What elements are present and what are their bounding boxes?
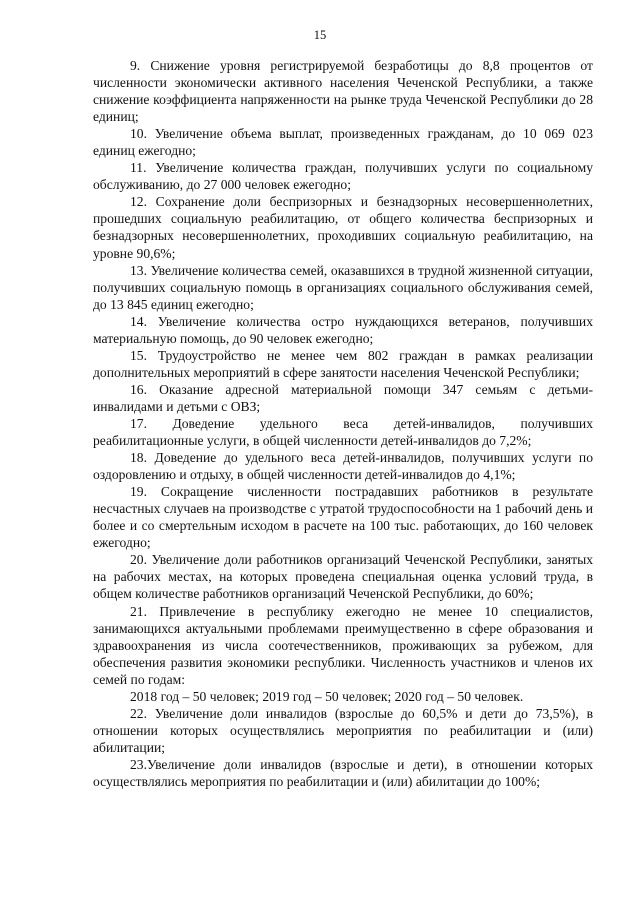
paragraph-years: 2018 год – 50 человек; 2019 год – 50 человек; 2020 год – 50 человек. (130, 688, 524, 704)
paragraph-item-11: 11. Увеличение количества граждан, получивших услуги по социальному обслуживанию, до 27 000 человек ежегодно; (93, 160, 593, 193)
paragraph-item-13: 13. Увеличение количества семей, оказавшихся в трудной жизненной ситуации, получивших социальную помощь в организациях социального обслуживания семей, до 13 845 единиц ежегодно; (93, 262, 593, 312)
paragraph-item-12: 12. Сохранение доли беспризорных и безнадзорных несовершеннолетних, прошедших социальную реабилитацию, от общего количества беспризорных и безнадзорных несовершеннолетних, проходивших социальную реабилитацию, на уровне 90,6%; (93, 194, 593, 261)
paragraph-item-14: 14. Увеличение количества остро нуждающихся ветеранов, получивших материальную помощь, до 90 человек ежегодно; (93, 313, 593, 346)
paragraph-item-9: 9. Снижение уровня регистрируемой безработицы до 8,8 процентов от численности экономически активного населения Чеченской Республики, а также снижение коэффициента напряженности на рынке труда Чеченской Республики до 28 единиц; (93, 58, 593, 125)
paragraph-item-15: 15. Трудоустройство не менее чем 802 граждан в рамках реализации дополнительных мероприятий в сфере занятости населения Чеченской Республики; (93, 347, 593, 380)
paragraph-item-23: 23.Увеличение доли инвалидов (взрослые и дети), в отношении которых осуществлялись мероприятия по реабилитации и (или) абилитации до 100%; (93, 756, 593, 789)
paragraph-item-18: 18. Доведение до удельного веса детей-инвалидов, получивших услуги по оздоровлению и отдыху, в общей численности детей-инвалидов до 4,1%; (93, 450, 593, 483)
paragraph-item-22: 22. Увеличение доли инвалидов (взрослые до 60,5% и дети до 73,5%), в отношении которых осуществлялись мероприятия по реабилитации и (или) абилитации; (93, 705, 593, 755)
paragraph-item-17: 17. Доведение удельного веса детей-инвалидов, получивших реабилитационные услуги, в общей численности детей-инвалидов до 7,2%; (93, 415, 593, 449)
document-body (93, 57, 593, 790)
paragraph-item-19: 19. Сокращение численности пострадавших работников в результате несчастных случаев на производстве с утратой трудоспособности на 1 рабочий день и более и со смертельным исходом в расчете на 100 тыс. работающих, до 160 человек ежегодно; (93, 484, 593, 551)
paragraph-item-10: 10. Увеличение объема выплат, произведенных гражданам, до 10 069 023 единиц ежегодно; (93, 126, 593, 159)
page-number: 15 (313, 28, 327, 42)
paragraph-item-21: 21. Привлечение в республику ежегодно не менее 10 специалистов, занимающихся актуальными проблемами преимущественно в сфере образования и здравоохранения из числа соотечественников, проживающих за рубежом, для обеспечения развития экономики республики. Численность участников и членов их семей по годам: (93, 603, 593, 687)
paragraph-item-20: 20. Увеличение доли работников организаций Чеченской Республики, занятых на рабочих местах, на которых проведена специальная оценка условий труда, в общем количестве работников организаций Чеченской Республики, до 60%; (93, 552, 593, 602)
paragraph-item-16: 16. Оказание адресной материальной помощи 347 семьям с детьми-инвалидами и детьми с ОВЗ; (93, 381, 593, 414)
